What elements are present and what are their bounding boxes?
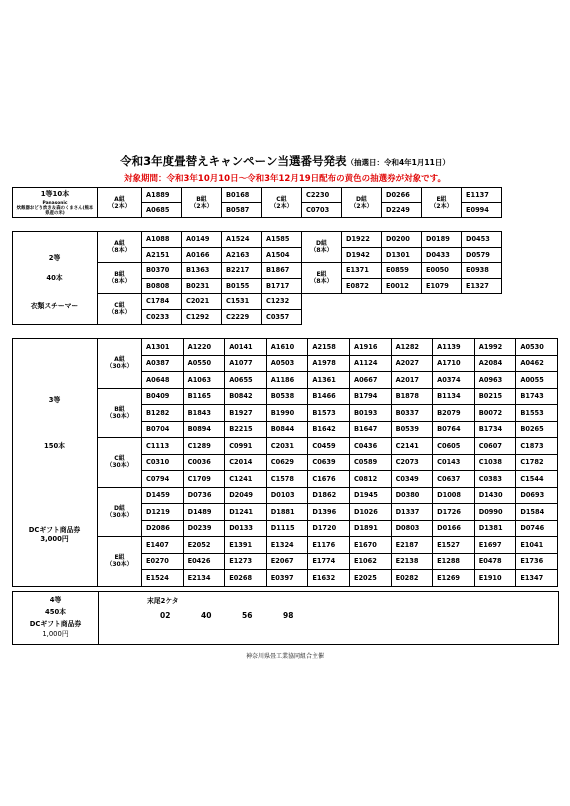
winning-number: A0550 [183,355,225,372]
winning-number: D0166 [433,520,475,537]
winning-number: A1992 [474,339,516,356]
winning-number: C0637 [433,471,475,488]
winning-number: B1134 [433,388,475,405]
winning-number: C0357 [262,309,302,325]
winning-number: E0282 [391,570,433,587]
winning-number: B0215 [474,388,516,405]
prize4-number: 56 [242,611,253,620]
winning-number: E1670 [349,537,391,554]
prize4-number: 98 [283,611,294,620]
winning-number: E1347 [516,570,558,587]
winning-number: C0703 [302,203,342,218]
winning-number: A1524 [222,232,262,248]
prize1-label: 1等10本 [40,189,70,198]
winning-number: E1407 [142,537,184,554]
winning-number: C1544 [516,471,558,488]
prize4-box [12,591,559,645]
prize1-item: Panasonic 炊飯器おどり炊き＆森のくまさん(熊本 県産の米) [16,200,94,217]
winning-number: A0655 [225,372,267,389]
winning-number: A0374 [433,372,475,389]
winning-number: D0693 [516,487,558,504]
winning-number: B2217 [222,263,262,279]
winning-number: A0055 [516,372,558,389]
winning-number: D0579 [462,247,502,263]
winning-number: A1361 [308,372,350,389]
winning-number: A0462 [516,355,558,372]
winning-number: B1867 [262,263,302,279]
winning-number: D0239 [183,520,225,537]
winning-number: A0530 [516,339,558,356]
winning-number: B1878 [391,388,433,405]
winning-number: B1843 [183,405,225,422]
winning-number: C2230 [302,188,342,203]
winning-number: D0433 [422,247,462,263]
winning-number: E2138 [391,553,433,570]
group-label: A組 （8本） [98,232,142,263]
winning-number: C1578 [266,471,308,488]
group-label: D組 （8本） [302,232,342,263]
winning-number: E1273 [225,553,267,570]
winning-number: E0270 [142,553,184,570]
winning-number: C0349 [391,471,433,488]
winning-number: C2014 [225,454,267,471]
winning-number: D0453 [462,232,502,248]
winning-number: B0587 [222,203,262,218]
winning-number: E1137 [462,188,502,203]
winning-number: E0478 [474,553,516,570]
prize4-rule: 末尾2ケタ [147,597,179,605]
winning-number: D0200 [382,232,422,248]
winning-number: C0143 [433,454,475,471]
prize3-label-cell [13,339,98,587]
group-label: E組 （30本） [98,537,142,587]
winning-number: D0736 [183,487,225,504]
winning-number: A1978 [308,355,350,372]
winning-number: C1531 [222,294,262,310]
winning-number: B0409 [142,388,184,405]
winning-number: A2027 [391,355,433,372]
winning-number: A1282 [391,339,433,356]
winning-number: E0994 [462,203,502,218]
winning-number: D1584 [516,504,558,521]
winning-number: B0538 [266,388,308,405]
winning-number: D1459 [142,487,184,504]
winning-number: C0812 [349,471,391,488]
prize1-table [12,187,558,218]
winning-number: D0103 [266,487,308,504]
footer-organizer: 神奈川県畳工業協同組合主催 [245,653,324,660]
winning-number: A2017 [391,372,433,389]
prize4-label: 4等 [49,596,62,604]
winning-number: C1038 [474,454,516,471]
winning-number: C1232 [262,294,302,310]
prize3-count: 150本 [44,442,65,450]
winning-number: D1881 [266,504,308,521]
winning-number: B1647 [349,421,391,438]
winning-number: C0310 [142,454,184,471]
winning-number: E0012 [382,278,422,294]
winning-number: E2067 [266,553,308,570]
prize3-item: DCギフト商品券 [28,526,81,534]
winning-number: D1862 [308,487,350,504]
winning-number: E1391 [225,537,267,554]
winning-number: A0667 [349,372,391,389]
winning-number: C1709 [183,471,225,488]
winning-number: E0859 [382,263,422,279]
winning-number: B0370 [142,263,182,279]
winning-number: E2025 [349,570,391,587]
winning-number: B0842 [225,388,267,405]
winning-number: E1176 [308,537,350,554]
winning-number: B0539 [391,421,433,438]
winning-number: A1301 [142,339,184,356]
winning-number: D1922 [342,232,382,248]
winning-number: A1710 [433,355,475,372]
winning-number: C0459 [308,438,350,455]
winning-number: A0149 [182,232,222,248]
winning-number: C1292 [182,309,222,325]
prize3-amount: 3,000円 [40,535,69,543]
group-label: E組 （8本） [302,263,342,294]
page-title [0,153,570,169]
winning-number: D0990 [474,504,516,521]
winning-number: B1743 [516,388,558,405]
prize3-table [12,338,558,587]
winning-number: D1942 [342,247,382,263]
winning-number: B1734 [474,421,516,438]
winning-number: D1241 [225,504,267,521]
prize1-group-b: B組 （2本） [182,188,222,218]
winning-number: B0808 [142,278,182,294]
winning-number: A1889 [142,188,182,203]
winning-number: B0231 [182,278,222,294]
winning-number: C1676 [308,471,350,488]
winning-number: C2229 [222,309,262,325]
winning-number: E1371 [342,263,382,279]
group-label: D組 （30本） [98,487,142,537]
winning-number: A0685 [142,203,182,218]
winning-number: E1041 [516,537,558,554]
prize1-group-e: E組 （2本） [422,188,462,218]
winning-number: C1784 [142,294,182,310]
winning-number: C0639 [308,454,350,471]
winning-number: C1289 [183,438,225,455]
winning-number: D1115 [266,520,308,537]
winning-number: C0794 [142,471,184,488]
winning-number: C0233 [142,309,182,325]
winning-number: B0844 [266,421,308,438]
winning-number: B1717 [262,278,302,294]
winning-number: B0265 [516,421,558,438]
winning-number: B1990 [266,405,308,422]
winning-number: A0387 [142,355,184,372]
winning-number: A0963 [474,372,516,389]
winning-number: E1910 [474,570,516,587]
winning-number: E1288 [433,553,475,570]
winning-number: B1466 [308,388,350,405]
winning-number: A0166 [182,247,222,263]
group-label: A組 （30本） [98,339,142,389]
spacer [502,203,558,218]
winning-number: B0168 [222,188,262,203]
winning-number: B0337 [391,405,433,422]
winning-number: C1782 [516,454,558,471]
group-label: B組 （8本） [98,263,142,294]
winning-number: B1363 [182,263,222,279]
winning-number: A1139 [433,339,475,356]
winning-number: B1927 [225,405,267,422]
winning-number: D1026 [349,504,391,521]
winning-number: E0268 [225,570,267,587]
winning-number: A1504 [262,247,302,263]
winning-number: D1489 [183,504,225,521]
winning-number: E0050 [422,263,462,279]
winning-number: C0605 [433,438,475,455]
winning-number: A1585 [262,232,302,248]
winning-number: E1269 [433,570,475,587]
winning-number: C2021 [182,294,222,310]
winning-number: D1219 [142,504,184,521]
winning-number: D1430 [474,487,516,504]
prize1-group-c: C組 （2本） [262,188,302,218]
winning-number: B1573 [308,405,350,422]
winning-number: D0746 [516,520,558,537]
winning-number: E1324 [266,537,308,554]
winning-number: C2031 [266,438,308,455]
winning-number: D2086 [142,520,184,537]
empty-area [302,294,558,325]
winning-number: E2134 [183,570,225,587]
prize2-label: 2等 [48,254,61,262]
winning-number: E0397 [266,570,308,587]
winning-number: E1774 [308,553,350,570]
target-period: 対象期間：令和3年10月10日～令和3年12月19日配布の黄色の抽選券が対象です。 [124,174,446,184]
winning-number: B0894 [183,421,225,438]
winning-number: B0155 [222,278,262,294]
winning-number: A1077 [225,355,267,372]
winning-number: A1124 [349,355,391,372]
winning-number: B1165 [183,388,225,405]
winning-number: D2249 [382,203,422,218]
prize1-group-a: A組 （2本） [98,188,142,218]
winning-number: E1327 [462,278,502,294]
winning-number: B1553 [516,405,558,422]
winning-number: E1736 [516,553,558,570]
winning-number: B0764 [433,421,475,438]
winning-number: A2158 [308,339,350,356]
title-text: 令和3年度畳替えキャンペーン当選番号発表 [120,154,347,168]
winning-number: A1186 [266,372,308,389]
winning-number: D0803 [391,520,433,537]
winning-number: E0872 [342,278,382,294]
winning-number: C0629 [266,454,308,471]
winning-number: D1396 [308,504,350,521]
winning-number: D1337 [391,504,433,521]
winning-number: D0266 [382,188,422,203]
winning-number: A2084 [474,355,516,372]
winning-number: C0991 [225,438,267,455]
winning-number: E2187 [391,537,433,554]
winning-number: A0503 [266,355,308,372]
winning-number: C0589 [349,454,391,471]
winning-number: A1610 [266,339,308,356]
winning-number: C1873 [516,438,558,455]
winning-number: B1642 [308,421,350,438]
winning-number: A1063 [183,372,225,389]
prize4-number: 40 [201,611,212,620]
winning-number: A1916 [349,339,391,356]
prize3-label: 3等 [48,396,61,404]
winning-number: E1527 [433,537,475,554]
prize4-count: 450本 [45,608,66,616]
winning-number: C0383 [474,471,516,488]
winning-number: B2079 [433,405,475,422]
winning-number: B2215 [225,421,267,438]
winning-number: C2141 [391,438,433,455]
winning-number: E1524 [142,570,184,587]
winning-number: D1720 [308,520,350,537]
winning-number: D1301 [382,247,422,263]
winning-number: E1062 [349,553,391,570]
prize4-item: DCギフト商品券 [29,620,82,628]
winning-number: D2049 [225,487,267,504]
winning-number: E0938 [462,263,502,279]
group-label: B組 （30本） [98,388,142,438]
group-label: C組 （30本） [98,438,142,488]
winning-number: C1113 [142,438,184,455]
winning-number: B0704 [142,421,184,438]
spacer [502,188,558,203]
winning-number: C0036 [183,454,225,471]
draw-date: （抽選日：令和4年1月11日） [346,158,450,167]
winning-number: C1241 [225,471,267,488]
winning-number: E0426 [183,553,225,570]
winning-number: A0648 [142,372,184,389]
winning-number: C0436 [349,438,391,455]
winning-number: D1381 [474,520,516,537]
winning-number: D0380 [391,487,433,504]
winning-number: A0141 [225,339,267,356]
winning-number: A2163 [222,247,262,263]
winning-number: D1945 [349,487,391,504]
winning-number: A1220 [183,339,225,356]
winning-number: D0133 [225,520,267,537]
winning-number: E2052 [183,537,225,554]
prize4-amount: 1,000円 [42,630,69,638]
winning-number: B0072 [474,405,516,422]
winning-number: A2151 [142,247,182,263]
prize4-number: 02 [160,611,171,620]
winning-number: D1008 [433,487,475,504]
winning-number: B0193 [349,405,391,422]
prize1-label-cell [13,188,98,218]
winning-number: E1697 [474,537,516,554]
winning-number: D0189 [422,232,462,248]
prize2-count: 40本 [46,274,63,282]
winning-number: E1079 [422,278,462,294]
group-label: C組 （8本） [98,294,142,325]
prize2-item: 衣類スチーマー [30,302,79,310]
winning-number: B1282 [142,405,184,422]
winning-number: D1726 [433,504,475,521]
winning-number: C0607 [474,438,516,455]
winning-number: A1088 [142,232,182,248]
winning-number: E1632 [308,570,350,587]
winning-number: D1891 [349,520,391,537]
prize1-group-d: D組 （2本） [342,188,382,218]
winning-number: B1794 [349,388,391,405]
winning-number: C2073 [391,454,433,471]
